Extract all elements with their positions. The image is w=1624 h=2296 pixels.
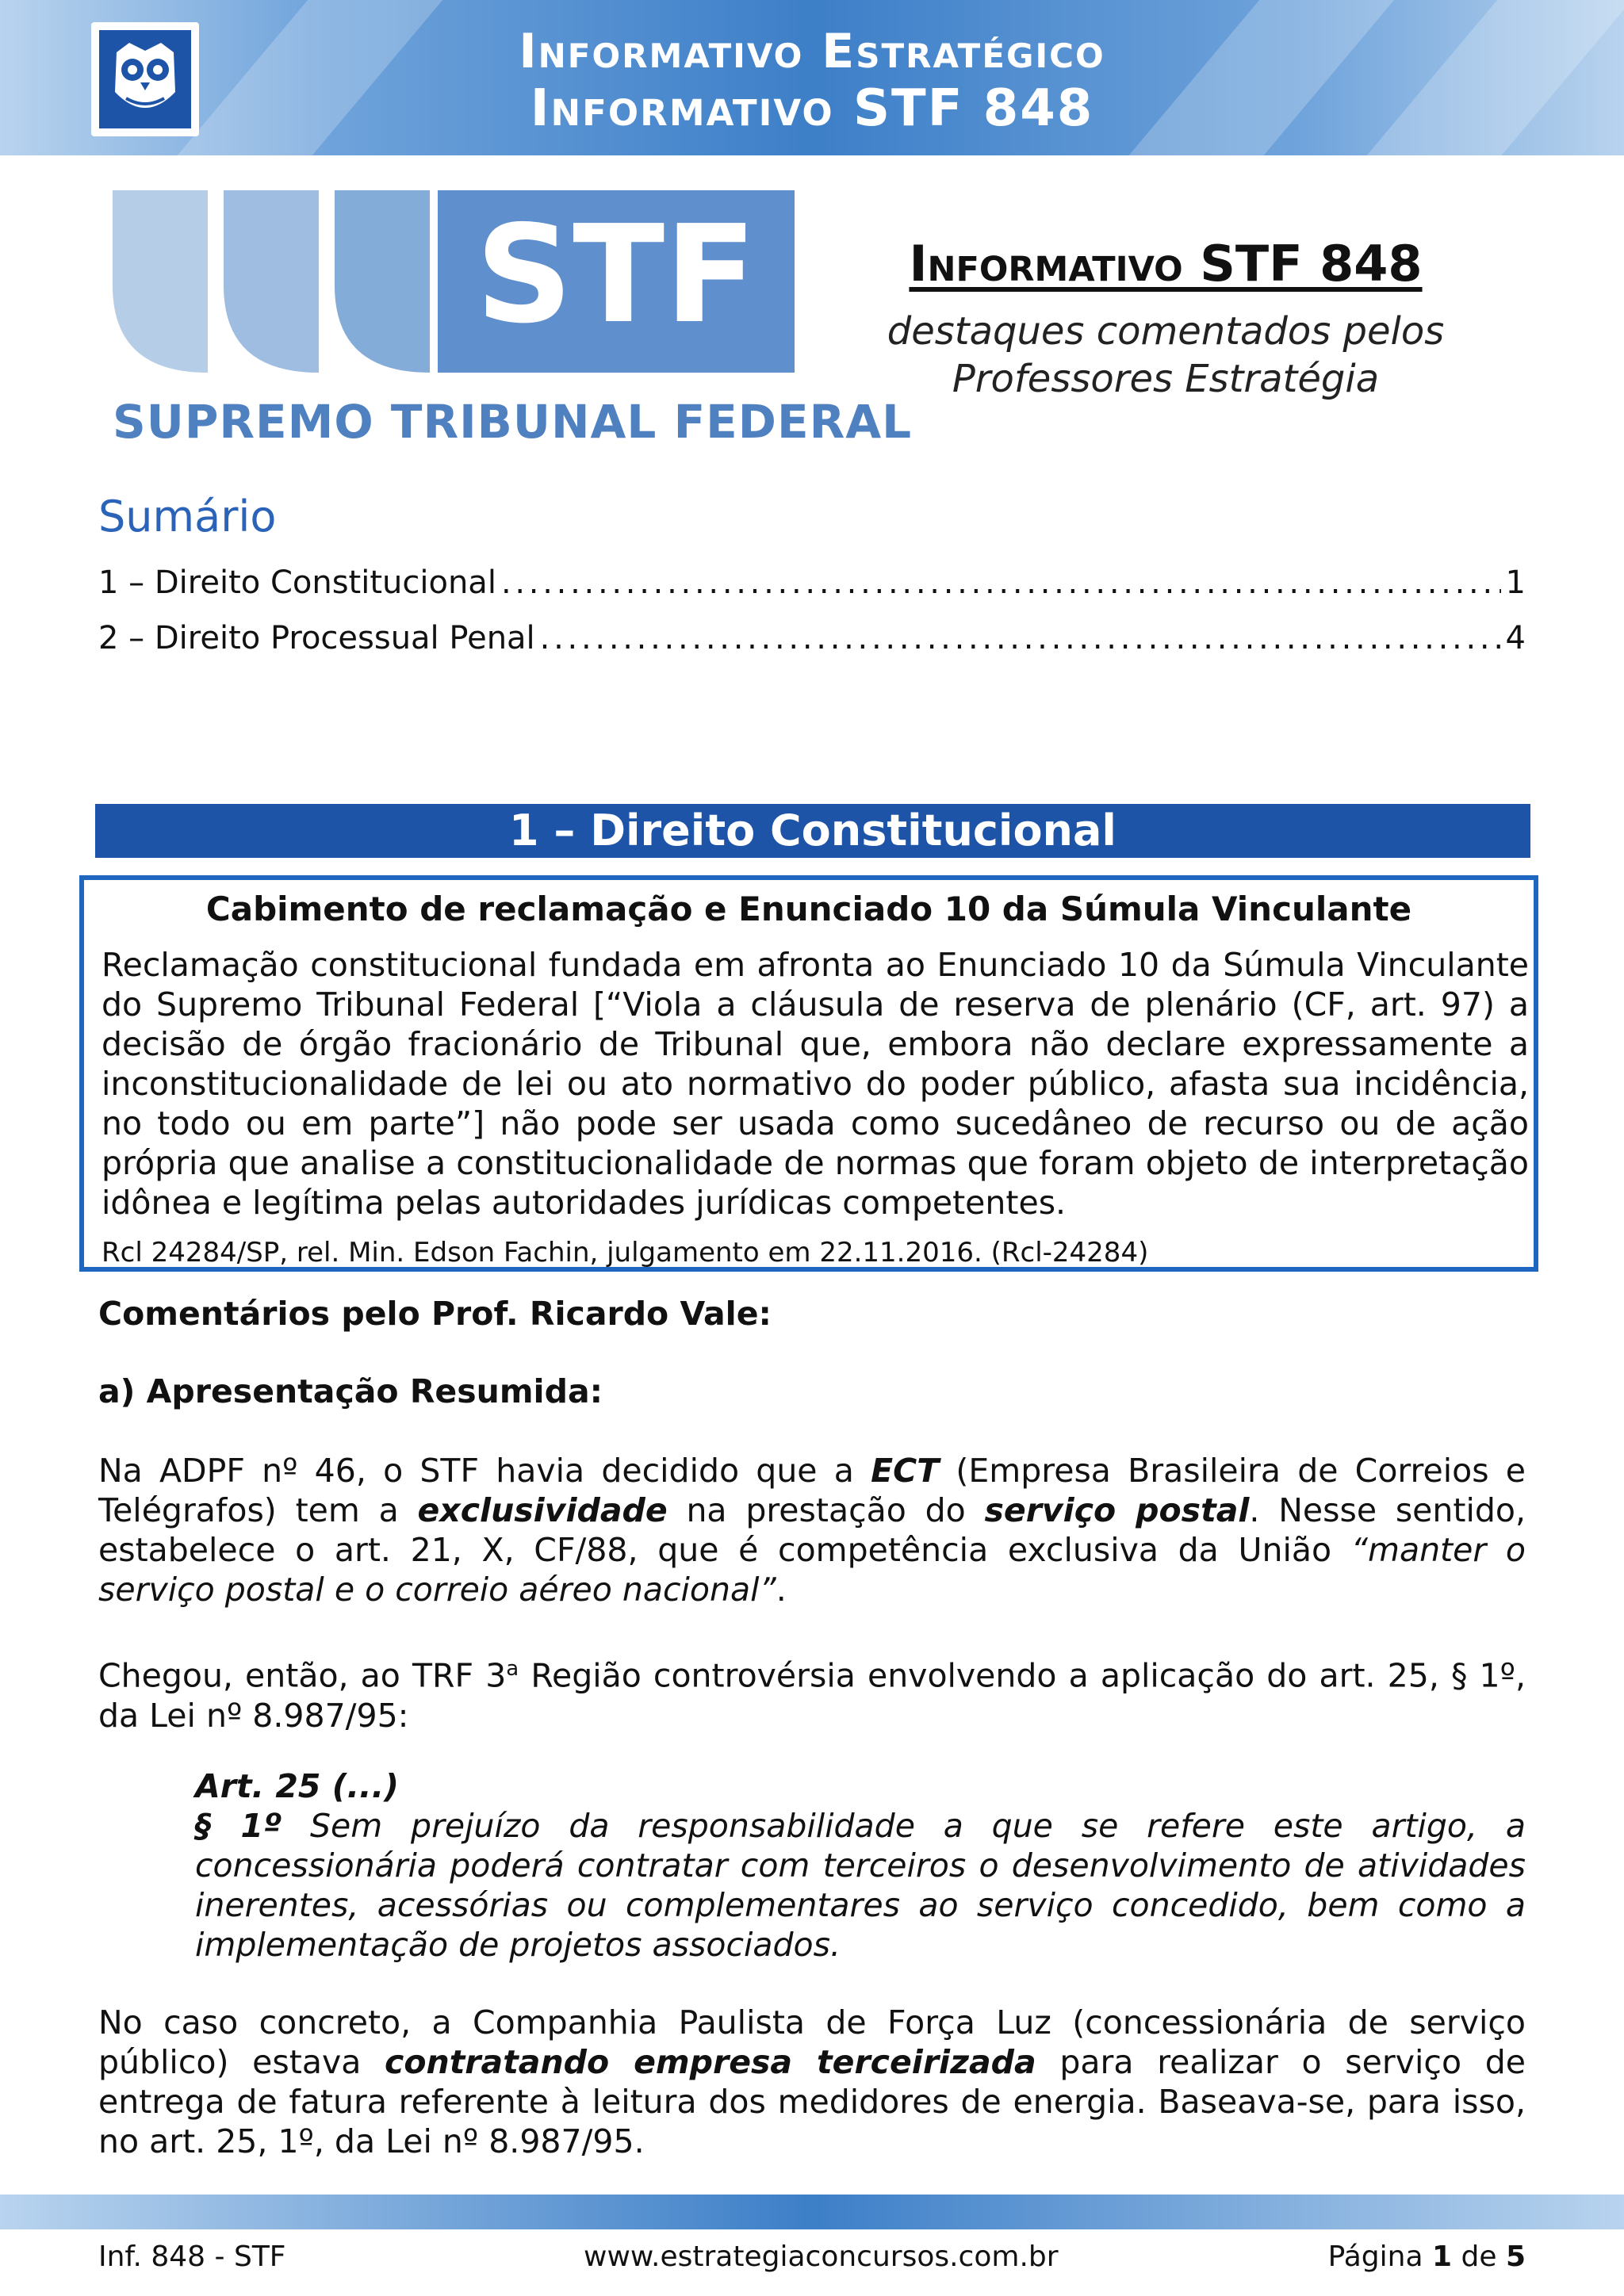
document-title: Informativo STF 848 bbox=[909, 235, 1423, 293]
body-paragraph-2 bbox=[98, 1649, 1526, 1735]
header-band bbox=[0, 0, 1624, 155]
page-sep: de bbox=[1452, 2241, 1506, 2273]
summary-subheading: a) Apresentação Resumida: bbox=[98, 1372, 603, 1410]
page-prefix: Página bbox=[1327, 2241, 1432, 2273]
section-heading: 1 – Direito Constitucional bbox=[95, 804, 1530, 858]
footer-page-number bbox=[1328, 2241, 1526, 2273]
quote-paragraph-mark: § 1º bbox=[195, 1807, 282, 1845]
footer-doc-id: Inf. 848 - STF bbox=[98, 2241, 286, 2273]
footer-band bbox=[0, 2195, 1624, 2229]
emphasis-servico-postal: serviço postal bbox=[984, 1491, 1250, 1529]
toc-leader bbox=[540, 620, 1501, 656]
text-run: . Nesse sentido, estabelece o art. 21, X, CF/88, que é competência exclusiva da União bbox=[98, 1491, 1526, 1569]
case-title: Cabimento de reclamação e Enunciado 10 da Súmula Vinculante bbox=[205, 890, 1412, 928]
superscript: a bbox=[506, 1657, 519, 1681]
logo-caption: SUPREMO TRIBUNAL FEDERAL bbox=[113, 395, 913, 449]
inline-quote: “manter o serviço postal e o correio aéreo nacional” bbox=[98, 1531, 1526, 1609]
page-current: 1 bbox=[1431, 2241, 1453, 2273]
emphasis-exclusividade: exclusividade bbox=[417, 1491, 668, 1529]
page-total: 5 bbox=[1505, 2241, 1526, 2273]
case-citation: Rcl 24284/SP, rel. Min. Edson Fachin, julgamento em 22.11.2016. (Rcl-24284) bbox=[102, 1237, 1149, 1269]
quote-paragraph bbox=[195, 1806, 1526, 1965]
header-title-line1: Informativo Estratégico bbox=[519, 24, 1105, 79]
text-run: Na ADPF nº 46, o STF havia decidido que a bbox=[98, 1452, 871, 1490]
text-run: (Empresa Brasileira de Correios e Telégrafos) tem a bbox=[98, 1452, 1526, 1529]
footer-website-link[interactable]: www.estrategiaconcursos.com.br bbox=[584, 2241, 1059, 2273]
document-subtitle bbox=[841, 308, 1491, 403]
toc-item[interactable] bbox=[98, 620, 1526, 664]
case-text: Reclamação constitucional fundada em afronta ao Enunciado 10 da Súmula Vinculante do Supremo Tribunal Federal [“Viola a cláusula de reserva de plenário (CF, art. 97) a decisão de órgão fracionário de Tribunal que, embora não declare expressamente a inconstitucionalidade de lei ou ato normativo do poder público, afasta sua incidência, no todo ou em parte”] não pode ser usada como sucedâneo de recurso ou de ação própria que analise a constitucionalidade de normas que foram objeto de interpretação idônea e legítima pelas autoridades jurídicas competentes. bbox=[102, 946, 1529, 1222]
comments-heading: Comentários pelo Prof. Ricardo Vale: bbox=[98, 1295, 772, 1333]
toc-item-label: 1 – Direito Constitucional bbox=[98, 564, 496, 601]
toc-item[interactable] bbox=[98, 564, 1526, 609]
text-run: na prestação do bbox=[667, 1491, 985, 1529]
toc-item-page: 4 bbox=[1505, 620, 1526, 656]
text-run: . bbox=[776, 1571, 787, 1609]
text-run: para realizar o serviço de entrega de fatura referente à leitura dos medidores de energia. Baseava-se, para isso, no art. 25, 1º, da Lei nº 8.987/95. bbox=[98, 2043, 1526, 2160]
case-summary-box bbox=[79, 875, 1538, 1272]
stf-logo-text: STF bbox=[475, 197, 757, 354]
quote-article: Art. 25 (...) bbox=[195, 1767, 399, 1805]
toc-item-label: 2 – Direito Processual Penal bbox=[98, 620, 535, 656]
text-run: Chegou, então, ao TRF 3 bbox=[98, 1656, 507, 1695]
toc-item-page: 1 bbox=[1505, 564, 1526, 601]
text-run: No caso concreto, a Companhia Paulista de Força Luz (concessionária de serviço público) estava bbox=[98, 2003, 1526, 2081]
law-quote bbox=[195, 1766, 1526, 1965]
toc-leader bbox=[501, 564, 1501, 601]
emphasis-terceirizada: contratando empresa terceirizada bbox=[385, 2043, 1036, 2081]
body-paragraph-3 bbox=[98, 2003, 1526, 2161]
quote-text: Sem prejuízo da responsabilidade a que se refere este artigo, a concessionária poderá contratar com terceiros o desenvolvimento de atividades inerentes, acessórias ou complementares ao serviço concedido, bem como a implementação de projetos associados. bbox=[195, 1807, 1526, 1964]
body-paragraph-1 bbox=[98, 1451, 1526, 1609]
subtitle-line1: destaques comentados pelos bbox=[887, 309, 1445, 354]
text-run: Região controvérsia envolvendo a aplicação do art. 25, § 1º, da Lei nº 8.987/95: bbox=[98, 1656, 1526, 1735]
stf-logo bbox=[113, 190, 795, 381]
header-title-line2: Informativo STF 848 bbox=[530, 79, 1094, 138]
subtitle-line2: Professores Estratégia bbox=[952, 357, 1380, 401]
emphasis-ect: ECT bbox=[871, 1452, 940, 1490]
summary-heading: Sumário bbox=[98, 492, 277, 541]
